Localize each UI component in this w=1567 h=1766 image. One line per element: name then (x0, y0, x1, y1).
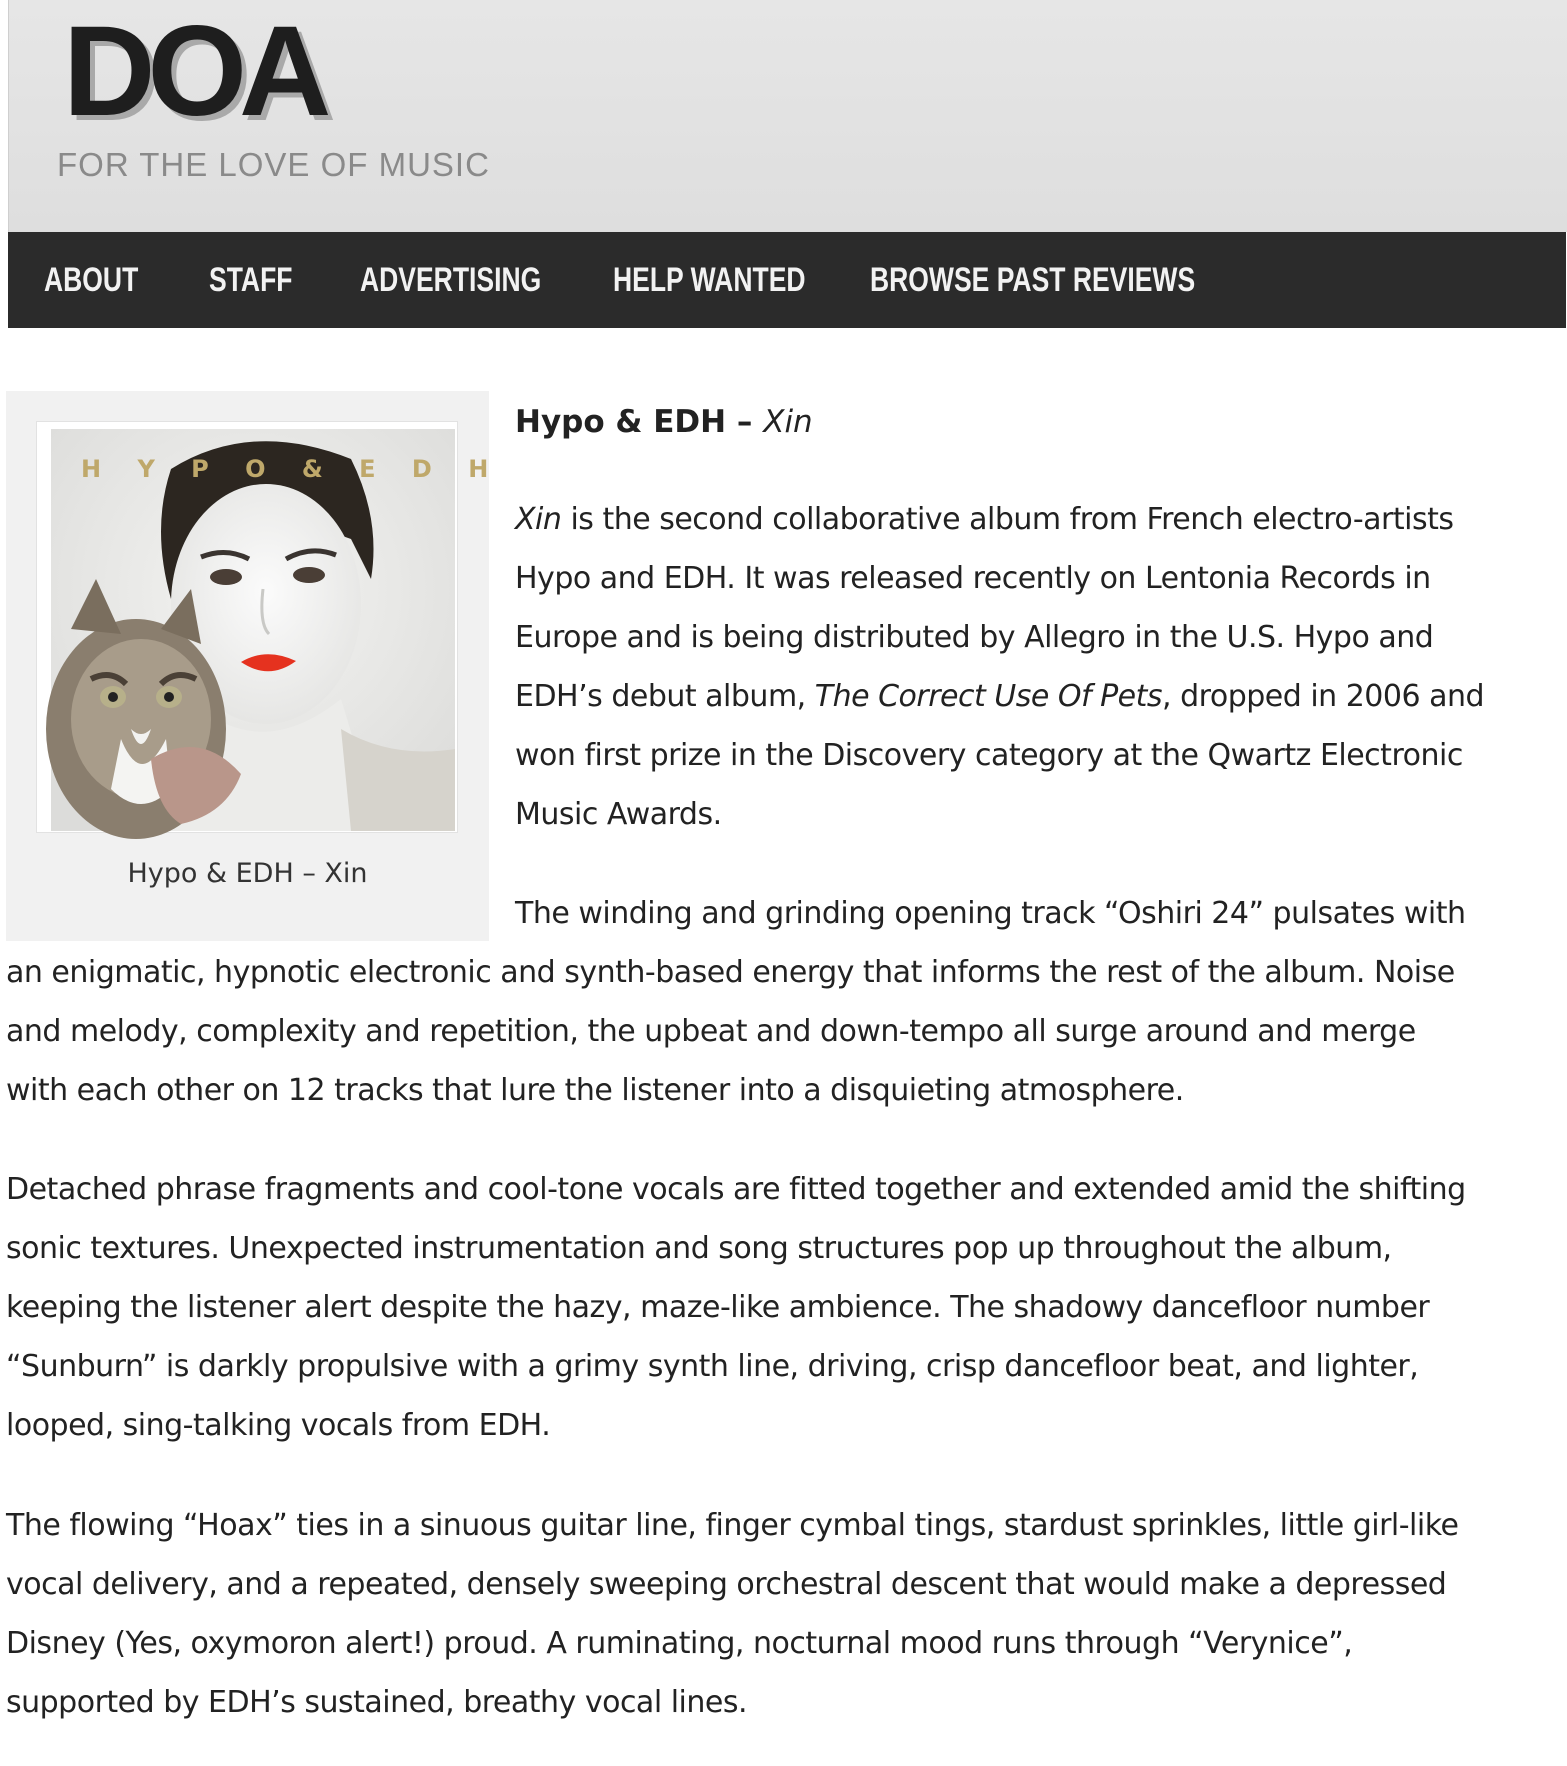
article-title-album: Xin (763, 404, 813, 440)
paragraph-text: , dropped in 2006 and (1162, 679, 1485, 714)
nav-item-about[interactable]: ABOUT (44, 261, 139, 299)
debut-album-emphasis: The Correct Use Of Pets (814, 679, 1163, 714)
nav-item-advertising[interactable]: ADVERTISING (360, 261, 542, 299)
paragraph-text: EDH’s debut album, (515, 679, 815, 714)
paragraph-line: looped, sing-talking vocals from EDH. (6, 1408, 551, 1443)
paragraph-line: Europe and is being distributed by Allegro in the U.S. Hypo and (515, 620, 1434, 655)
nav-item-browse-past-reviews[interactable]: BROWSE PAST REVIEWS (870, 261, 1196, 299)
paragraph-text: is the second collaborative album from French electro-artists (561, 502, 1454, 537)
paragraph-line: keeping the listener alert despite the hazy, maze-like ambience. The shadowy dancefloor number (6, 1290, 1430, 1325)
nav-item-staff[interactable]: STAFF (209, 261, 293, 299)
article-title (515, 400, 813, 444)
paragraph-line: Detached phrase fragments and cool-tone vocals are fitted together and extended amid the shifting (6, 1172, 1466, 1207)
album-caption: Hypo & EDH – Xin (127, 858, 368, 889)
album-cover-image[interactable] (51, 429, 503, 831)
article-paragraph-3 (6, 1160, 1466, 1455)
site-logo[interactable]: DOA (63, 0, 324, 143)
paragraph-line: “Sunburn” is darkly propulsive with a grimy synth line, driving, crisp dancefloor beat, and lighter, (6, 1349, 1419, 1384)
paragraph-line: won first prize in the Discovery category at the Qwartz Electronic (515, 738, 1463, 773)
paragraph-line: Hypo and EDH. It was released recently on Lentonia Records in (515, 561, 1431, 596)
album-figure (6, 391, 503, 941)
paragraph-line: Disney (Yes, oxymoron alert!) proud. A ruminating, nocturnal mood runs through “Verynice”, (6, 1626, 1353, 1661)
cover-band-text: H Y P O & E D H (81, 455, 503, 483)
paragraph-line: with each other on 12 tracks that lure the listener into a disquieting atmosphere. (6, 1073, 1184, 1108)
album-name-emphasis: Xin (515, 502, 562, 537)
paragraph-line: Music Awards. (515, 797, 722, 832)
article-title-artist: Hypo & EDH – (515, 404, 764, 440)
paragraph-line: The flowing “Hoax” ties in a sinuous guitar line, finger cymbal tings, stardust sprinkles, little girl-like (6, 1508, 1459, 1543)
article-paragraph-2 (6, 943, 1455, 1120)
paragraph-line (515, 667, 1484, 726)
paragraph-line: an enigmatic, hypnotic electronic and synth-based energy that informs the rest of the album. Noise (6, 955, 1455, 990)
article-paragraph-2-start (515, 884, 1466, 943)
paragraph-line (515, 490, 1484, 549)
paragraph-line: The winding and grinding opening track “Oshiri 24” pulsates with (515, 896, 1466, 931)
paragraph-line: sonic textures. Unexpected instrumentation and song structures pop up throughout the album, (6, 1231, 1392, 1266)
main-nav (8, 232, 1566, 328)
paragraph-line: vocal delivery, and a repeated, densely sweeping orchestral descent that would make a depressed (6, 1567, 1447, 1602)
album-cover-frame (36, 421, 503, 833)
site-header (8, 0, 1567, 232)
paragraph-line: supported by EDH’s sustained, breathy vocal lines. (6, 1685, 747, 1720)
nav-item-help-wanted[interactable]: HELP WANTED (613, 261, 806, 299)
site-tagline: FOR THE LOVE OF MUSIC (57, 146, 490, 183)
article-paragraph-1 (515, 490, 1484, 844)
paragraph-line: and melody, complexity and repetition, the upbeat and down-tempo all surge around and merge (6, 1014, 1416, 1049)
article-paragraph-4 (6, 1496, 1459, 1732)
